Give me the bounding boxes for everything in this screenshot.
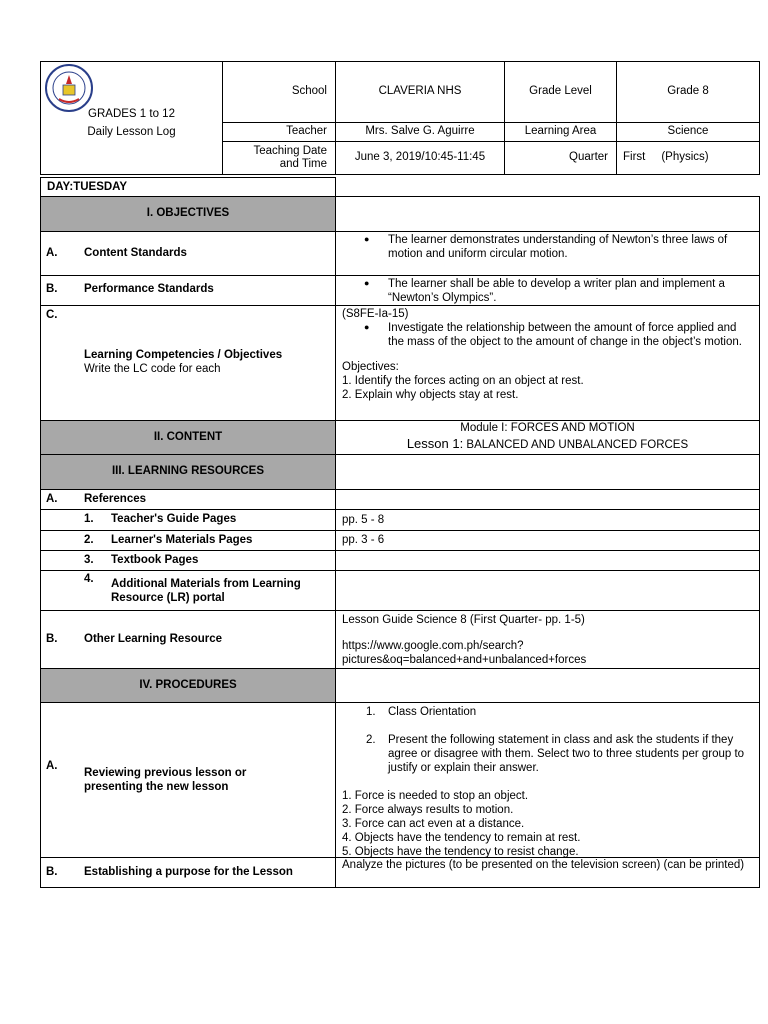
learning-competencies-letter: C.	[46, 309, 58, 321]
teaching-date-label-line1: Teaching Date	[253, 144, 327, 157]
lesson-guide-ref: Lesson Guide Science 8 (First Quarter- pp. 1-5)	[342, 614, 585, 626]
google-url-line2[interactable]: pictures&oq=balanced+and+unbalanced+forces	[342, 654, 587, 666]
school-label	[222, 61, 336, 123]
step1-text: Class Orientation	[388, 706, 477, 718]
lc-bullet: ● Investigate the relationship between the amount of force applied and the mass of the object to the amount of change in the object’s motion.	[342, 322, 753, 350]
lc-objective-2: 2. Explain why objects stay at rest.	[342, 388, 519, 401]
references-label: References	[84, 493, 147, 505]
performance-standards-value	[335, 275, 760, 306]
teaching-date-value-text: June 3, 2019/10:45-11:45	[354, 151, 486, 164]
teacher-value-text: Mrs. Salve G. Aguirre	[365, 125, 475, 138]
learning-area-value-text: Science	[667, 125, 709, 138]
step2-text: Present the following statement in class and ask the students if they agree or disagree with them. Select two to three students per group to justify or explain their answer.	[388, 734, 745, 774]
quarter-label	[504, 141, 617, 175]
purpose-letter: B.	[46, 866, 58, 878]
performance-standards-letter: B.	[46, 283, 58, 295]
performance-standards-label: Performance Standards	[84, 283, 214, 295]
content-standards-bullet: ● The learner demonstrates understanding of Newton’s three laws of motion and uniform circular motion.	[342, 234, 753, 262]
grade-level-label	[504, 61, 617, 123]
resources-heading-text: III. LEARNING RESOURCES	[111, 465, 265, 478]
other-resource-label: Other Learning Resource	[84, 633, 223, 645]
teacher-label-text: Teacher	[286, 125, 327, 138]
objectives-heading-right	[335, 196, 760, 232]
content-standards-label: Content Standards	[84, 247, 187, 259]
learners-materials-label: Learner's Materials Pages	[111, 534, 253, 546]
content-value	[335, 420, 760, 455]
step1-num: 1.	[366, 706, 376, 718]
day-label: DAY:TUESDAY	[40, 177, 336, 197]
reviewing-label: Reviewing previous lesson or presenting the new lesson	[84, 767, 247, 793]
additional-materials-label: Additional Materials from Learning Resource (LR) portal	[111, 578, 301, 604]
resources-heading-right	[335, 454, 760, 490]
textbook-pages-label: Textbook Pages	[111, 554, 199, 566]
step2-num: 2.	[366, 734, 376, 746]
references-value	[335, 489, 760, 510]
additional-materials-num: 4.	[84, 573, 94, 585]
lesson-prefix: Lesson 1:	[406, 435, 464, 451]
quarter-value	[616, 141, 760, 175]
statement-5: 5. Objects have the tendency to resist change.	[342, 846, 579, 858]
purpose-value: Analyze the pictures (to be presented on the television screen) (can be printed)	[335, 857, 760, 888]
reviewing-letter: A.	[46, 760, 58, 772]
google-url-line1[interactable]: https://www.google.com.ph/search?	[342, 640, 524, 652]
objectives-heading-text: I. OBJECTIVES	[146, 207, 230, 220]
additional-materials-value	[335, 570, 760, 611]
teachers-guide-label: Teacher's Guide Pages	[111, 513, 237, 525]
school-label-text: School	[291, 85, 327, 98]
performance-standards-bullet: ● The learner shall be able to develop a writer plan and implement a “Newton’s Olympics”.	[342, 278, 753, 306]
procedures-heading	[40, 668, 336, 703]
teacher-label	[222, 122, 336, 142]
objectives-heading	[40, 196, 336, 232]
module-title: Module I: FORCES AND MOTION	[460, 422, 635, 434]
grades-label: GRADES 1 to 12	[88, 108, 175, 120]
statement-3: 3. Force can act even at a distance.	[342, 818, 525, 830]
other-resource-value	[335, 610, 760, 669]
learning-area-value	[616, 122, 760, 142]
statement-4: 4. Objects have the tendency to remain at rest.	[342, 832, 581, 844]
school-value	[335, 61, 505, 123]
reviewing-value	[335, 702, 760, 858]
textbook-pages-num: 3.	[84, 554, 94, 566]
teachers-guide-value: pp. 5 - 8	[335, 509, 760, 531]
teaching-date-value	[335, 141, 505, 175]
learners-materials-num: 2.	[84, 534, 94, 546]
learning-competencies-value	[335, 305, 760, 421]
procedures-heading-text: IV. PROCEDURES	[139, 678, 237, 691]
grade-level-value	[616, 61, 760, 123]
school-value-text: CLAVERIA NHS	[378, 85, 462, 98]
lc-objective-1: 1. Identify the forces acting on an object at rest.	[342, 375, 584, 388]
teaching-date-label	[222, 141, 336, 175]
content-standards-letter: A.	[46, 247, 58, 259]
daily-lesson-log-label: Daily Lesson Log	[87, 126, 176, 138]
content-standards-value	[335, 231, 760, 276]
learning-area-label	[504, 122, 617, 142]
resources-heading	[40, 454, 336, 490]
teacher-value	[335, 122, 505, 142]
learning-competencies-sub: Write the LC code for each	[84, 363, 221, 375]
procedures-heading-right	[335, 668, 760, 703]
references-letter: A.	[46, 493, 58, 505]
learning-competencies-label: Learning Competencies / Objectives	[84, 349, 283, 361]
lc-objectives-title: Objectives:	[342, 361, 399, 374]
grade-level-value-text: Grade 8	[667, 85, 709, 98]
teachers-guide-num: 1.	[84, 513, 94, 525]
statement-1: 1. Force is needed to stop an object.	[342, 790, 529, 802]
textbook-pages-value	[335, 550, 760, 571]
quarter-value-text: First (Physics)	[623, 151, 709, 164]
grade-level-label-text: Grade Level	[529, 85, 592, 98]
lesson-title-line	[336, 436, 759, 453]
teaching-date-label-line2: and Time	[279, 158, 327, 170]
content-heading	[40, 420, 336, 455]
school-seal-logo	[44, 63, 94, 113]
learning-area-label-text: Learning Area	[524, 125, 597, 138]
lc-code: (S8FE-Ia-15)	[342, 308, 409, 320]
content-heading-text: II. CONTENT	[153, 430, 223, 443]
statement-2: 2. Force always results to motion.	[342, 804, 514, 816]
quarter-label-text: Quarter	[569, 151, 608, 164]
lesson-title: BALANCED AND UNBALANCED FORCES	[466, 438, 689, 451]
purpose-label: Establishing a purpose for the Lesson	[84, 866, 293, 878]
learners-materials-value: pp. 3 - 6	[335, 530, 760, 551]
other-resource-letter: B.	[46, 633, 58, 645]
